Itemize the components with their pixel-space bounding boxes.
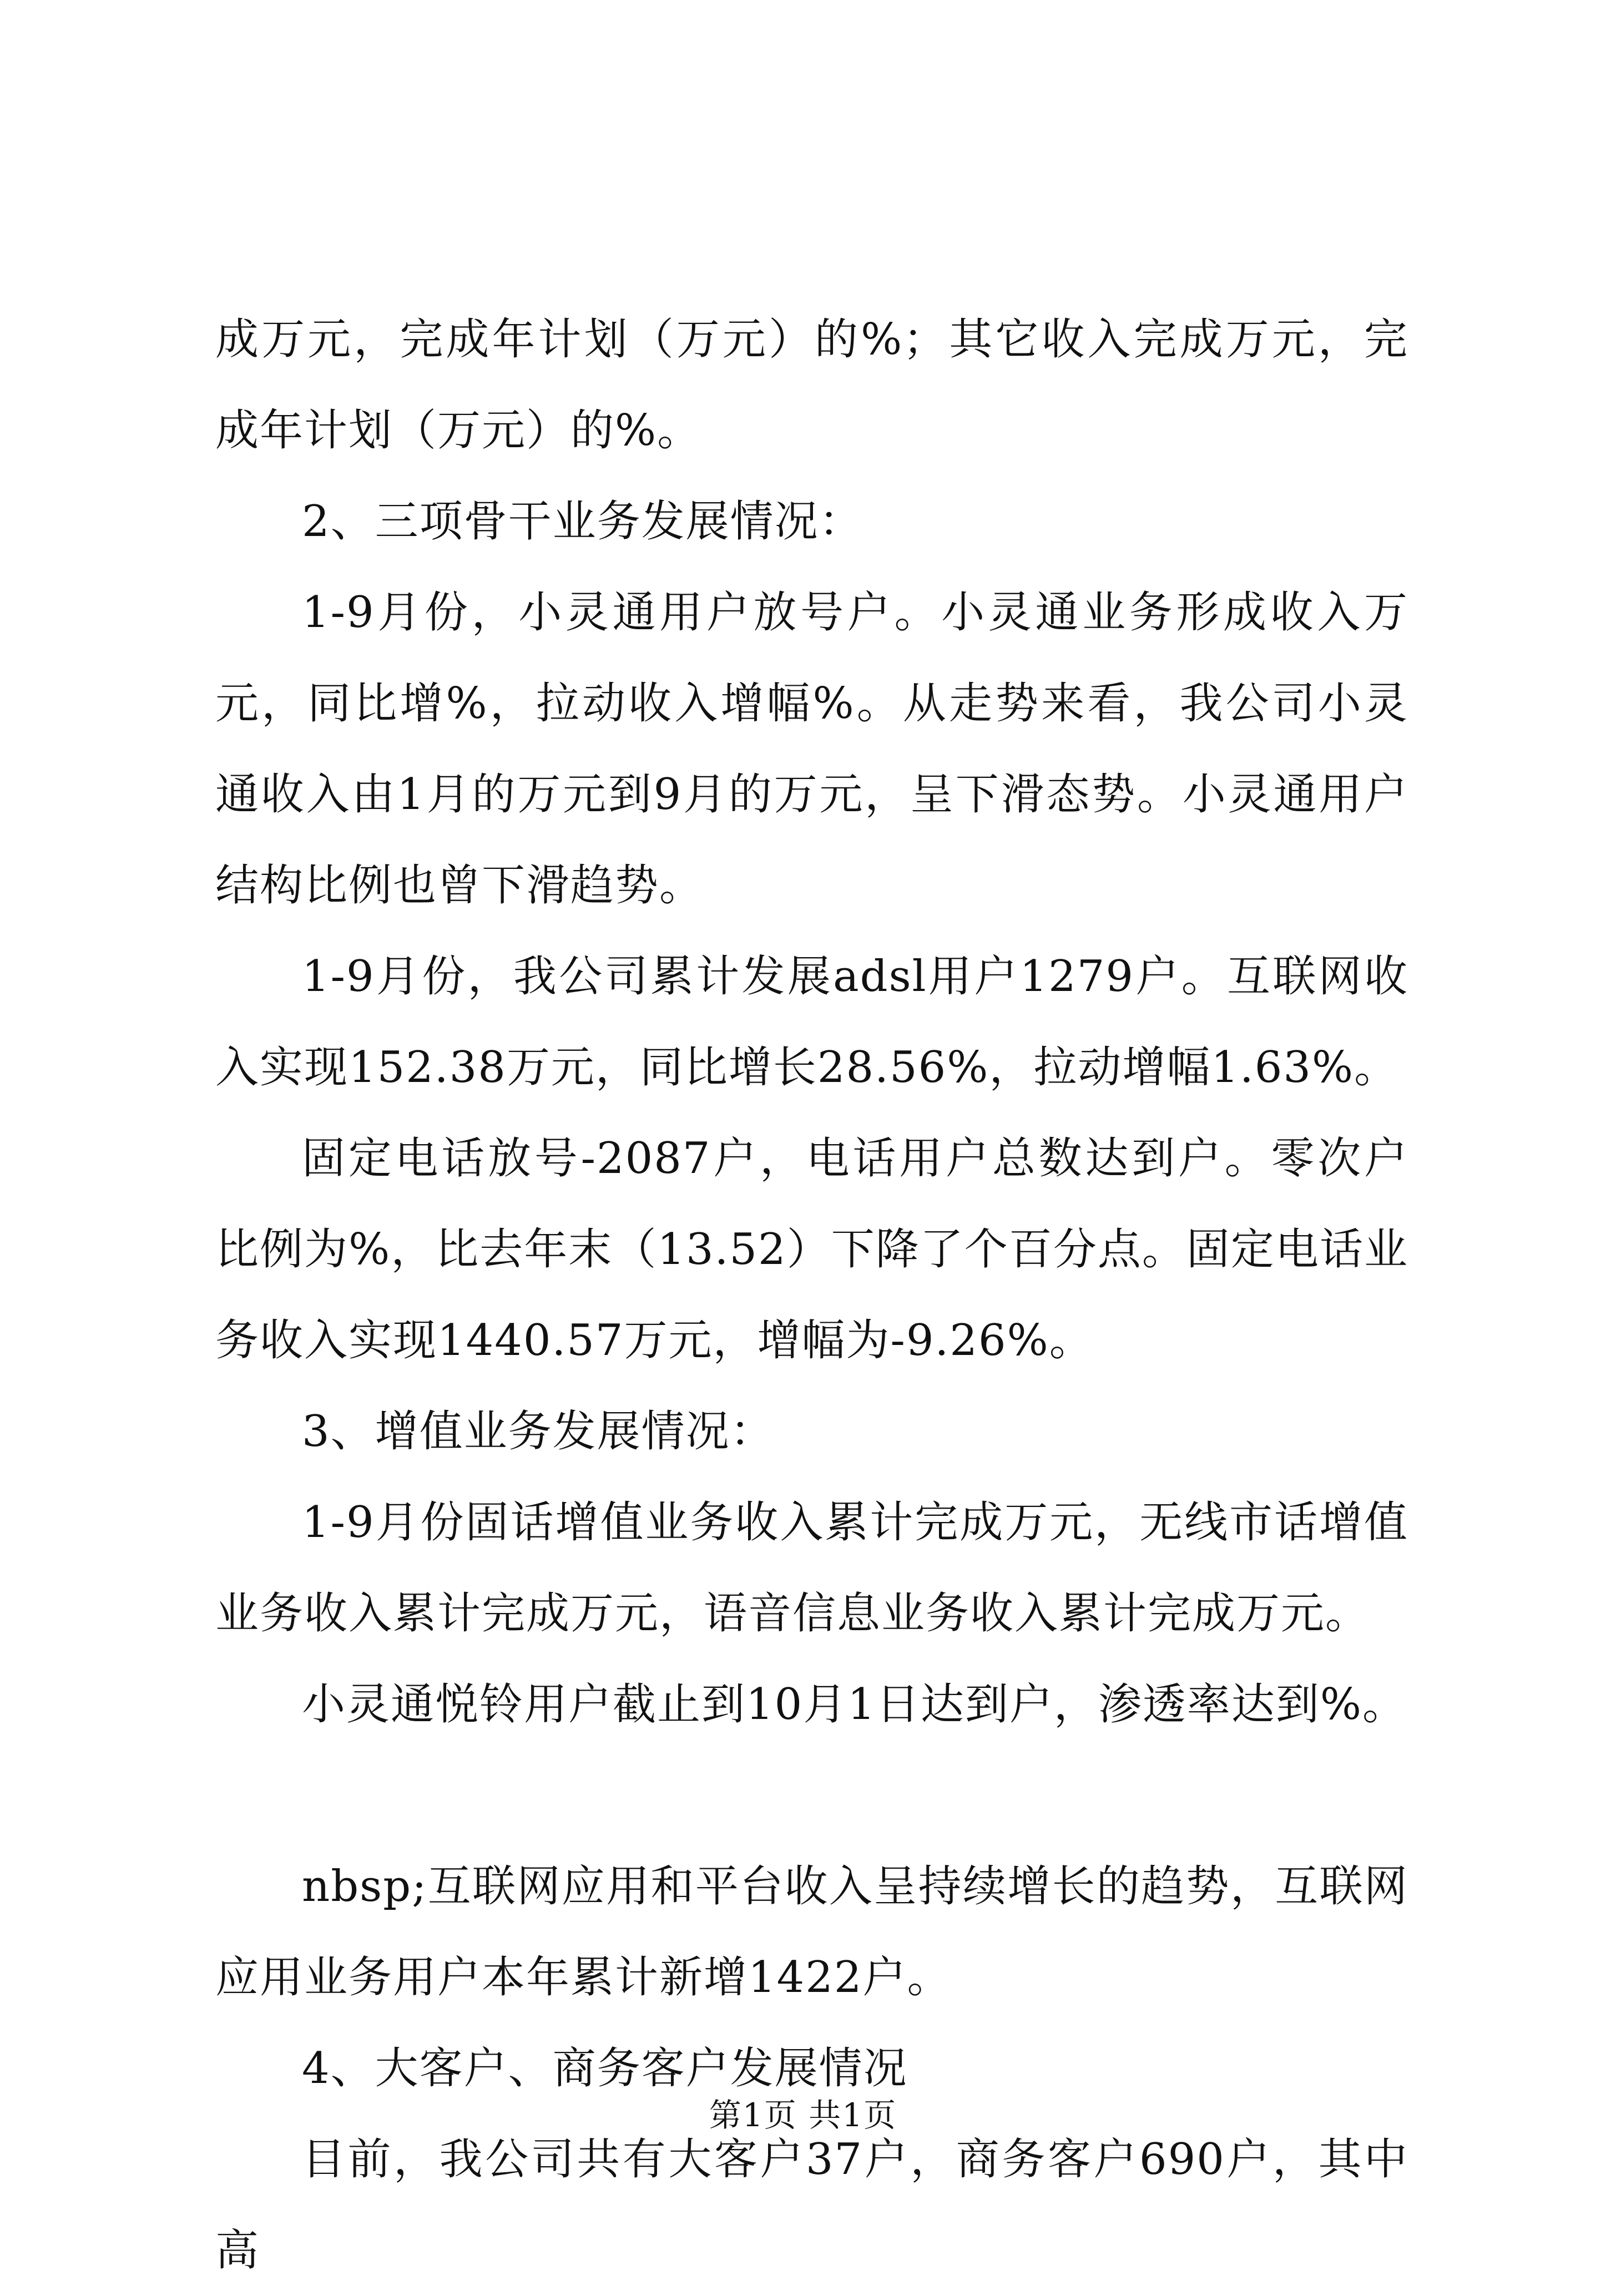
- paragraph-key-accounts: 目前，我公司共有大客户37户，商务客户690户，其中高: [215, 2135, 1408, 2275]
- paragraph-income-continued: 成万元，完成年计划（万元）的%；其它收入完成万元，完成年计划（万元）的%。: [215, 315, 1408, 456]
- paragraph-ringback: 小灵通悦铃用户截止到10月1日达到户，渗透率达到%。: [302, 1680, 1407, 1729]
- heading-key-accounts: 4、大客户、商务客户发展情况: [302, 2044, 908, 2093]
- paragraph-adsl: 1-9月份，我公司累计发展adsl用户1279户。互联网收入实现152.38万元，同比增长28.56%，拉动增幅1.63%。: [215, 952, 1408, 1093]
- blank-line: [215, 1750, 1408, 1841]
- paragraph-value-added-income: 1-9月份固话增值业务收入累计完成万元，无线市话增值业务收入累计完成万元，语音信息业务收入累计完成万元。: [215, 1498, 1408, 1638]
- paragraph-phs: 1-9月份，小灵通用户放号户。小灵通业务形成收入万元，同比增%，拉动收入增幅%。从走势来看，我公司小灵通收入由1月的万元到9月的万元，呈下滑态势。小灵通用户结构比例也曾下滑趋势。: [215, 588, 1408, 911]
- paragraph-fixed-phone: 固定电话放号-2087户，电话用户总数达到户。零次户比例为%，比去年末（13.52）下降了个百分点。固定电话业务收入实现1440.57万元，增幅为-9.26%。: [215, 1134, 1408, 1366]
- heading-core-business: 2、三项骨干业务发展情况：: [302, 497, 863, 547]
- paragraph-internet-apps: nbsp;互联网应用和平台收入呈持续增长的趋势，互联网应用业务用户本年累计新增1422户。: [215, 1862, 1408, 2002]
- page-footer: 第1页 共1页: [709, 2096, 897, 2134]
- document-body: [215, 294, 1408, 2296]
- heading-value-added: 3、增值业务发展情况：: [302, 1407, 775, 1457]
